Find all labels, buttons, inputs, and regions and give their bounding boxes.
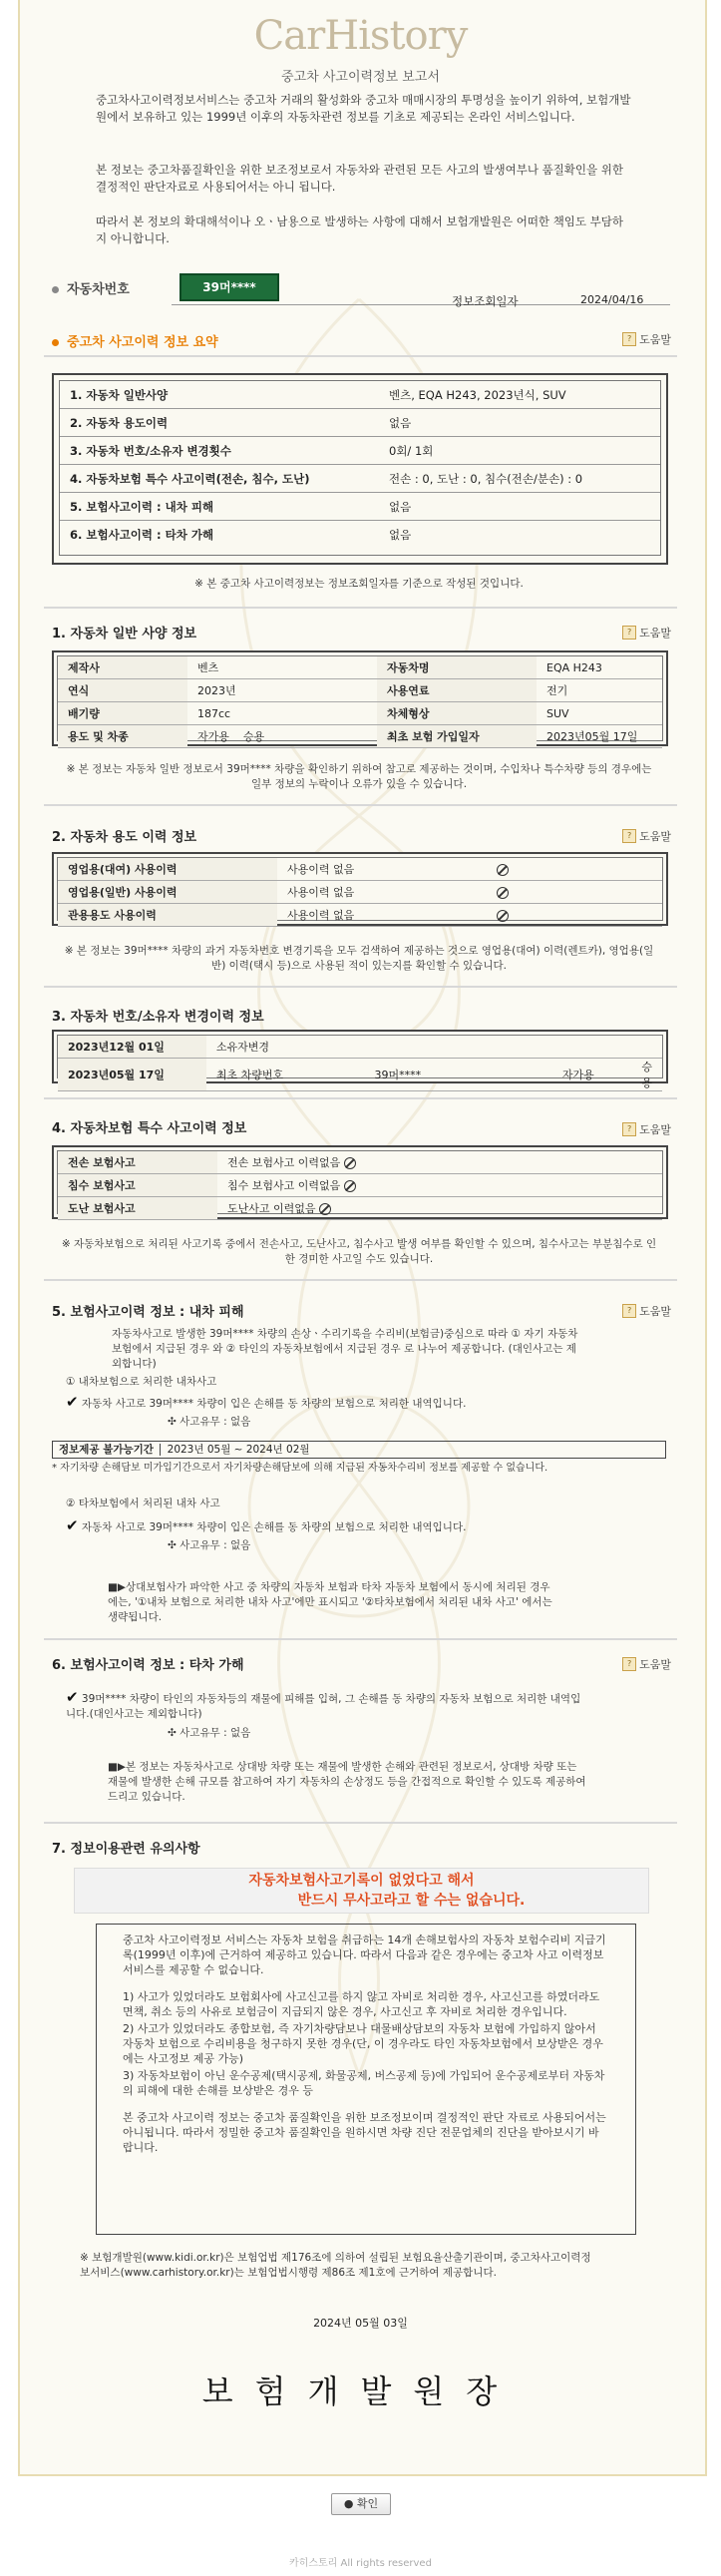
summary-value: 벤츠, EQA H243, 2023년식, SUV xyxy=(379,381,660,409)
help-button-s4[interactable]: ? 도움말 xyxy=(622,1121,671,1137)
unavailable-note: * 자기차량 손해담보 미가입기간으로서 자기차량손해담보에 의해 지급된 자동차수리비 정보를 제공할 수 없습니다. xyxy=(52,1463,548,1474)
copyright-footer: 카히스토리 All rights reserved xyxy=(289,2558,432,2569)
help-button-s5[interactable]: ? 도움말 xyxy=(622,1303,671,1319)
vehicle-number-label: 자동차번호 xyxy=(52,278,130,297)
other-insurance-detail: ✣ 사고유무 : 없음 xyxy=(168,1539,251,1551)
help-button-s2[interactable]: ? 도움말 xyxy=(622,828,671,844)
issue-date: 2024년 05월 03일 xyxy=(313,2317,408,2330)
summary-key: 5. 보험사고이력 : 내차 피해 xyxy=(60,493,379,521)
section5-desc: 자동차사고로 발생한 39머**** 차량의 손상ㆍ수리기록을 수리비(보험금)중심으로 따라 ① 자기 자동차보험에서 지급된 경우 와 ② 타인의 자동차보험에서 지급된 경우 로 나누어 제공합니다. (대인사고는 제외합니다) xyxy=(112,1328,578,1370)
warning-line-2: 반드시 무사고라고 할 수는 없습니다. xyxy=(297,1893,526,1909)
none-icon xyxy=(344,1180,356,1192)
help-icon: ? xyxy=(622,332,636,346)
cross-bullet-icon: ✣ xyxy=(168,1416,177,1428)
special-box xyxy=(52,1145,668,1219)
section1-title: 1. 자동차 일반 사양 정보 xyxy=(52,627,197,642)
spec-row: 연식 2023년 사용연료 전기 xyxy=(58,679,662,702)
other-insurance-heading: ② 타차보험에서 처리된 내차 사고 xyxy=(66,1498,220,1509)
none-icon xyxy=(344,1157,356,1169)
spec-row: 배기량 187cc 차체형상 SUV xyxy=(58,702,662,725)
summary-box xyxy=(52,373,668,565)
summary-key: 1. 자동차 일반사양 xyxy=(60,381,379,409)
history-table xyxy=(58,1036,662,1091)
usage-table xyxy=(58,858,662,927)
help-button-summary[interactable]: ? 도움말 xyxy=(622,331,671,347)
usage-row: 영업용(일반) 사용이력 사용이력 없음 xyxy=(58,881,662,904)
usage-box xyxy=(52,852,668,926)
help-icon: ? xyxy=(622,1122,636,1136)
notice-item-1: 1) 사고가 있었더라도 보험회사에 사고신고를 하지 않고 자비로 처리한 경우, 사고신고를 하였더라도 면책, 취소 등의 사유로 보험금이 지급되지 않은 경우, 사고신고 후 자비로 처리한 경우입니다. xyxy=(123,1990,600,2018)
check-icon: ✔ xyxy=(66,1688,79,1706)
special-row: 도난 보험사고 도난사고 이력없음 xyxy=(58,1197,662,1220)
summary-row xyxy=(60,521,660,549)
summary-value: 없음 xyxy=(379,409,660,437)
summary-key: 4. 자동차보험 특수 사고이력(전손, 침수, 도난) xyxy=(60,465,379,493)
section6-detail: ✣ 사고유무 : 없음 xyxy=(168,1727,251,1739)
divider xyxy=(44,986,677,988)
summary-value: 없음 xyxy=(389,527,412,542)
divider xyxy=(44,1822,677,1824)
summary-row xyxy=(60,437,660,465)
notice-item-2: 2) 사고가 있었더라도 종합보험, 즉 자기차량담보나 대물배상담보의 자동차 보험에 가입하지 않아서 자동차 보험으로 수리비용을 청구하지 못한 경우(단, 이 경우라도 타인 자동차보험에서 보상받은 경우에는 사고정보 제공 가능) xyxy=(123,2022,603,2065)
notice-body-1: 중고차 사고이력정보 서비스는 자동차 보험을 취급하는 14개 손해보험사의 자동차 보험수리비 지급기록(1999년 이후)에 근거하여 제공하고 있습니다. 따라서 다음과 같은 경우에는 중고차 사고 이력정보 서비스를 제공할 수 없습니다. xyxy=(123,1933,606,1976)
help-icon: ? xyxy=(622,1304,636,1318)
none-icon xyxy=(497,910,509,922)
divider xyxy=(44,355,677,357)
summary-value: 0회/ 1회 xyxy=(379,437,660,465)
legal-note: ※ 보험개발원(www.kidi.or.kr)은 보험업법 제176조에 의하여 설립된 보험요율산출기관이며, 중고차사고이력정보서비스(www.carhistory.or.kr)는 보험업법시행령 제86조 제1호에 근거하여 제공합니다. xyxy=(80,2252,591,2279)
carhistory-logo: CarHistory xyxy=(253,13,468,59)
summary-key: 2. 자동차 용도이력 xyxy=(60,409,379,437)
section7-title: 7. 정보이용관련 유의사항 xyxy=(52,1842,200,1857)
divider xyxy=(44,1279,677,1281)
spec-table xyxy=(58,656,662,748)
section6-remark: ■▶본 정보는 자동차사고로 상대방 차량 또는 재물에 발생한 손해와 관련된 정보로서, 상대방 차량 또는 재물에 발생한 손해 규모를 참고하여 자기 자동차의 손상정도 등을 간접적으로 확인할 수 있도록 제공하여 드리고 있습니다. xyxy=(108,1761,586,1803)
unavailable-period-box: 정보제공 불가능기간 2023년 05월 ~ 2024년 02월 xyxy=(52,1441,666,1459)
section5-remark: ■▶상대보험사가 파악한 사고 중 차량의 자동차 보험과 타차 자동차 보험에서 동시에 처리된 경우에는, '①내차 보험으로 처리한 내차 사고'에만 표시되고 '②타차보험에서 처리된 내차 사고' 에서는 생략됩니다. xyxy=(108,1581,552,1623)
summary-note: ※ 본 중고차 사고이력정보는 정보조회일자를 기준으로 작성된 것입니다. xyxy=(194,578,524,590)
spec-box xyxy=(52,650,668,746)
check-icon: ✔ xyxy=(66,1393,79,1411)
arrow-bullet-icon: ■▶ xyxy=(108,1761,126,1773)
summary-value: 없음 xyxy=(379,493,660,521)
summary-key: 6. 보험사고이력 : 타차 가해 xyxy=(70,527,214,542)
divider xyxy=(44,1097,677,1099)
license-plate: 39머**** xyxy=(180,273,279,301)
section6-title: 6. 보험사고이력 정보 : 타차 가해 xyxy=(52,1658,244,1673)
special-row: 전손 보험사고 전손 보험사고 이력없음 xyxy=(58,1151,662,1174)
special-row: 침수 보험사고 침수 보험사고 이력없음 xyxy=(58,1174,662,1197)
history-row: 2023년12월 01일 소유자변경 xyxy=(58,1036,662,1059)
help-button-s6[interactable]: ? 도움말 xyxy=(622,1656,671,1672)
summary-key: 3. 자동차 번호/소유자 변경횟수 xyxy=(60,437,379,465)
notice-box xyxy=(96,1924,636,2235)
help-button-s1[interactable]: ? 도움말 xyxy=(622,625,671,641)
summary-value: 전손 : 0, 도난 : 0, 침수(전손/분손) : 0 xyxy=(379,465,660,493)
intro-paragraph-2: 본 정보는 중고차품질확인을 위한 보조정보로서 자동차와 관련된 모든 사고의 발생여부나 품질확인을 위한 결정적인 판단자료로 사용되어서는 아니 됩니다. xyxy=(96,163,624,194)
other-insurance-text: ✔ 자동차 사고로 39머**** 차량이 입은 손해를 동 차량의 보험으로 처리한 내역입니다. xyxy=(66,1516,467,1534)
section2-note: ※ 본 정보는 39머**** 차량의 과거 자동차번호 변경기록을 모두 검색하여 제공하는 것으로 영업용(대여) 이력(렌트카), 영업용(일반) 이력(택시 등)으로 사용된 적이 있는지를 확인할 수 있습니다. xyxy=(64,945,654,972)
help-icon: ? xyxy=(622,829,636,843)
cross-bullet-icon: ✣ xyxy=(168,1727,177,1739)
arrow-bullet-icon: ■▶ xyxy=(108,1581,126,1593)
notice-item-3: 3) 자동차보험이 아닌 운수공제(택시공제, 화물공제, 버스공제 등)에 가입되어 운수공제로부터 자동차의 피해에 대한 손해를 보상받은 경우 등 xyxy=(123,2069,605,2097)
divider xyxy=(44,804,677,806)
section3-title: 3. 자동차 번호/소유자 변경이력 정보 xyxy=(52,1010,264,1025)
section2-title: 2. 자동차 용도 이력 정보 xyxy=(52,830,197,845)
none-icon xyxy=(497,887,509,899)
issuer-stamp: 보험개발원장 xyxy=(201,2372,520,2410)
query-date: 2024/04/16 xyxy=(580,293,644,306)
help-icon: ? xyxy=(622,626,636,640)
report-subtitle: 중고차 사고이력정보 보고서 xyxy=(281,70,440,85)
none-icon xyxy=(497,864,509,876)
usage-row: 관용용도 사용이력 사용이력 없음 xyxy=(58,904,662,927)
notice-body-2: 본 중고차 사고이력 정보는 중고차 품질확인을 위한 보조정보이며 결정적인 판단 자료로 사용되어서는 아니됩니다. 따라서 정밀한 중고차 품질확인을 원하시면 차량 진단 전문업체의 진단을 받아보시기 바랍니다. xyxy=(123,2111,606,2154)
circle-icon: ● xyxy=(343,2497,354,2510)
history-box xyxy=(52,1030,668,1089)
help-icon: ? xyxy=(622,1657,636,1671)
divider xyxy=(44,1638,677,1640)
warning-banner xyxy=(74,1868,649,1914)
divider xyxy=(44,607,677,609)
check-icon: ✔ xyxy=(66,1516,79,1534)
own-insurance-detail: ✣ 사고유무 : 없음 xyxy=(168,1416,251,1428)
intro-paragraph-3: 따라서 본 정보의 확대해석이나 오ㆍ남용으로 발생하는 사항에 대해서 보험개발원은 어떠한 책임도 부담하지 아니합니다. xyxy=(96,215,624,245)
summary-row xyxy=(60,465,660,493)
none-icon xyxy=(319,1203,331,1215)
section1-note: ※ 본 정보는 자동차 일반 정보로서 39머**** 차량을 확인하기 위하여 참고로 제공하는 것이며, 수입차나 특수차량 등의 경우에는 일부 정보의 누락이나 오류가 있을 수 있습니다. xyxy=(66,763,652,790)
intro-paragraph-1: 중고차사고이력정보서비스는 중고차 거래의 활성화와 중고차 매매시장의 투명성을 높이기 위하여, 보험개발원에서 보유하고 있는 1999년 이후의 자동차관련 정보를 기초로 제공되는 온라인 서비스입니다. xyxy=(96,93,631,124)
cross-bullet-icon: ✣ xyxy=(168,1539,177,1551)
confirm-button[interactable]: ● 확인 xyxy=(331,2493,391,2515)
warning-line-1: 자동차보험사고기록이 없었다고 해서 xyxy=(248,1873,475,1889)
spec-row: 용도 및 차종 자가용 승용 최초 보험 가입일자 2023년05월 17일 xyxy=(58,725,662,748)
usage-row: 영업용(대여) 사용이력 사용이력 없음 xyxy=(58,858,662,881)
special-table xyxy=(58,1151,662,1220)
summary-row xyxy=(60,409,660,437)
section5-title: 5. 보험사고이력 정보 : 내차 피해 xyxy=(52,1305,244,1320)
summary-row xyxy=(60,381,660,409)
own-insurance-text: ✔ 자동차 사고로 39머**** 차량이 입은 손해를 동 차량의 보험으로 처리한 내역입니다. xyxy=(66,1393,467,1411)
section4-note: ※ 자동차보험으로 처리된 사고기록 중에서 전손사고, 도난사고, 침수사고 발생 여부를 확인할 수 있으며, 침수사고는 부분침수로 인한 경미한 사고일 수도 있습니다. xyxy=(61,1238,657,1265)
summary-row xyxy=(60,493,660,521)
summary-title: 중고차 사고이력 정보 요약 xyxy=(52,331,218,350)
summary-table xyxy=(60,381,660,548)
own-insurance-heading: ① 내차보험으로 처리한 내차사고 xyxy=(66,1376,217,1388)
spec-row: 제작사 벤츠 자동차명 EQA H243 xyxy=(58,656,662,679)
section6-text: ✔ 39머**** 차량이 타인의 자동차등의 재물에 피해를 입혀, 그 손해를 동 차량의 자동차 보험으로 처리한 내역입니다.(대인사고는 제외합니다) xyxy=(66,1688,581,1720)
section4-title: 4. 자동차보험 특수 사고이력 정보 xyxy=(52,1121,247,1136)
query-date-label: 정보조회일자 xyxy=(452,294,519,308)
history-row: 2023년05월 17일 최초 차량번호 39머**** 자가용 승용 xyxy=(58,1059,662,1091)
